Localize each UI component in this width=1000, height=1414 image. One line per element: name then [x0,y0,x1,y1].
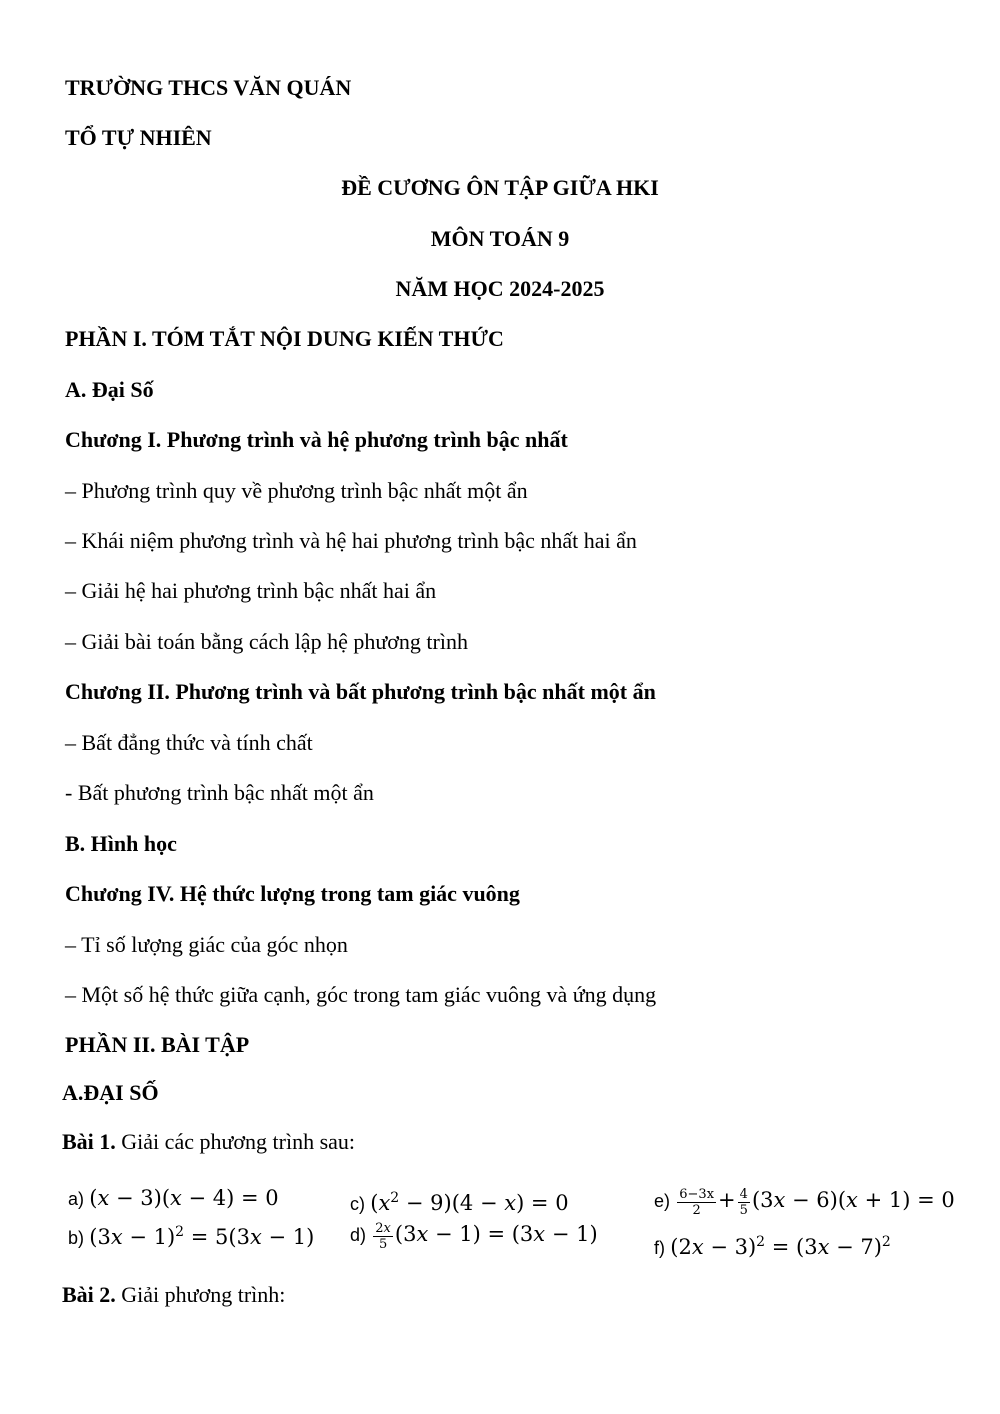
part2-algebra-heading: A.ĐẠI SỐ [62,1080,159,1105]
chapter2-title: Chương II. Phương trình và bất phương trình bậc nhất một ẩn [65,679,656,704]
school-name: TRƯỜNG THCS VĂN QUÁN [65,75,352,100]
fraction: $\frac{6-3x}{2}$ [679,1186,715,1218]
department-name: TỔ TỰ NHIÊN [65,125,212,150]
exercise-1 [62,1128,355,1156]
algebra-heading: A. Đại Số [65,377,154,402]
equation-label: c) [350,1194,365,1214]
chapter1-item: – Giải bài toán bằng cách lập hệ phương trình [65,629,468,654]
exercise-2 [62,1281,285,1309]
school-year: NĂM HỌC 2024-2025 [395,276,605,301]
chapter4-item: – Tỉ số lượng giác của góc nhọn [65,932,348,957]
exercise-1-text: Giải các phương trình sau: [115,1129,356,1154]
document-title: ĐỀ CƯƠNG ÔN TẬP GIỮA HKI [341,175,659,200]
equation-b: b) $(3x - 1)^2 = 5(3x - 1)$ [68,1224,315,1249]
chapter2-item: – Bất đẳng thức và tính chất [65,730,313,755]
exercise-2-label: Bài 2. [62,1282,116,1307]
subject-title: MÔN TOÁN 9 [430,226,570,251]
chapter1-title: Chương I. Phương trình và hệ phương trình bậc nhất [65,427,568,452]
equation-label: f) [654,1238,665,1258]
chapter2-item: - Bất phương trình bậc nhất một ẩn [65,780,374,805]
exercise-1-label: Bài 1. [62,1129,116,1154]
equation-label: e) [654,1191,671,1211]
geometry-heading: B. Hình học [65,831,177,856]
exercise-2-text: Giải phương trình: [115,1282,286,1307]
part1-heading: PHẦN I. TÓM TẮT NỘI DUNG KIẾN THỨC [65,326,504,351]
equation-a: a) (x − 3)(x − 4) = 0 [68,1186,279,1210]
fraction: $\frac{4}{5}$ [739,1186,748,1218]
chapter1-item: – Phương trình quy về phương trình bậc nhất một ẩn [65,478,528,503]
equation-d: d) $\frac{2x}{5}$ (3x − 1) = (3x − 1) [350,1221,598,1253]
chapter1-item: – Khái niệm phương trình và hệ hai phương trình bậc nhất hai ẩn [65,528,637,553]
equation-label: a) [68,1189,85,1209]
chapter1-item: – Giải hệ hai phương trình bậc nhất hai ẩn [65,578,437,603]
equation-f: f) $(2x - 3)^2 = (3x - 7)^2$ [654,1234,891,1259]
equation-c: c) $(x^2 - 9)(4 - x) = 0$ [350,1190,569,1215]
chapter4-title: Chương IV. Hệ thức lượng trong tam giác vuông [65,881,520,906]
fraction: $\frac{2x}{5}$ [375,1221,391,1253]
part2-heading: PHẦN II. BÀI TẬP [65,1032,250,1057]
equation-label: d) [350,1225,367,1245]
equation-e: e) $\frac{6-3x}{2}$ + $\frac{4}{5}$ (3x − 6)(x + 1) = 0 [654,1186,955,1218]
equation-label: b) [68,1228,85,1248]
chapter4-item: – Một số hệ thức giữa cạnh, góc trong tam giác vuông và ứng dụng [65,982,657,1007]
